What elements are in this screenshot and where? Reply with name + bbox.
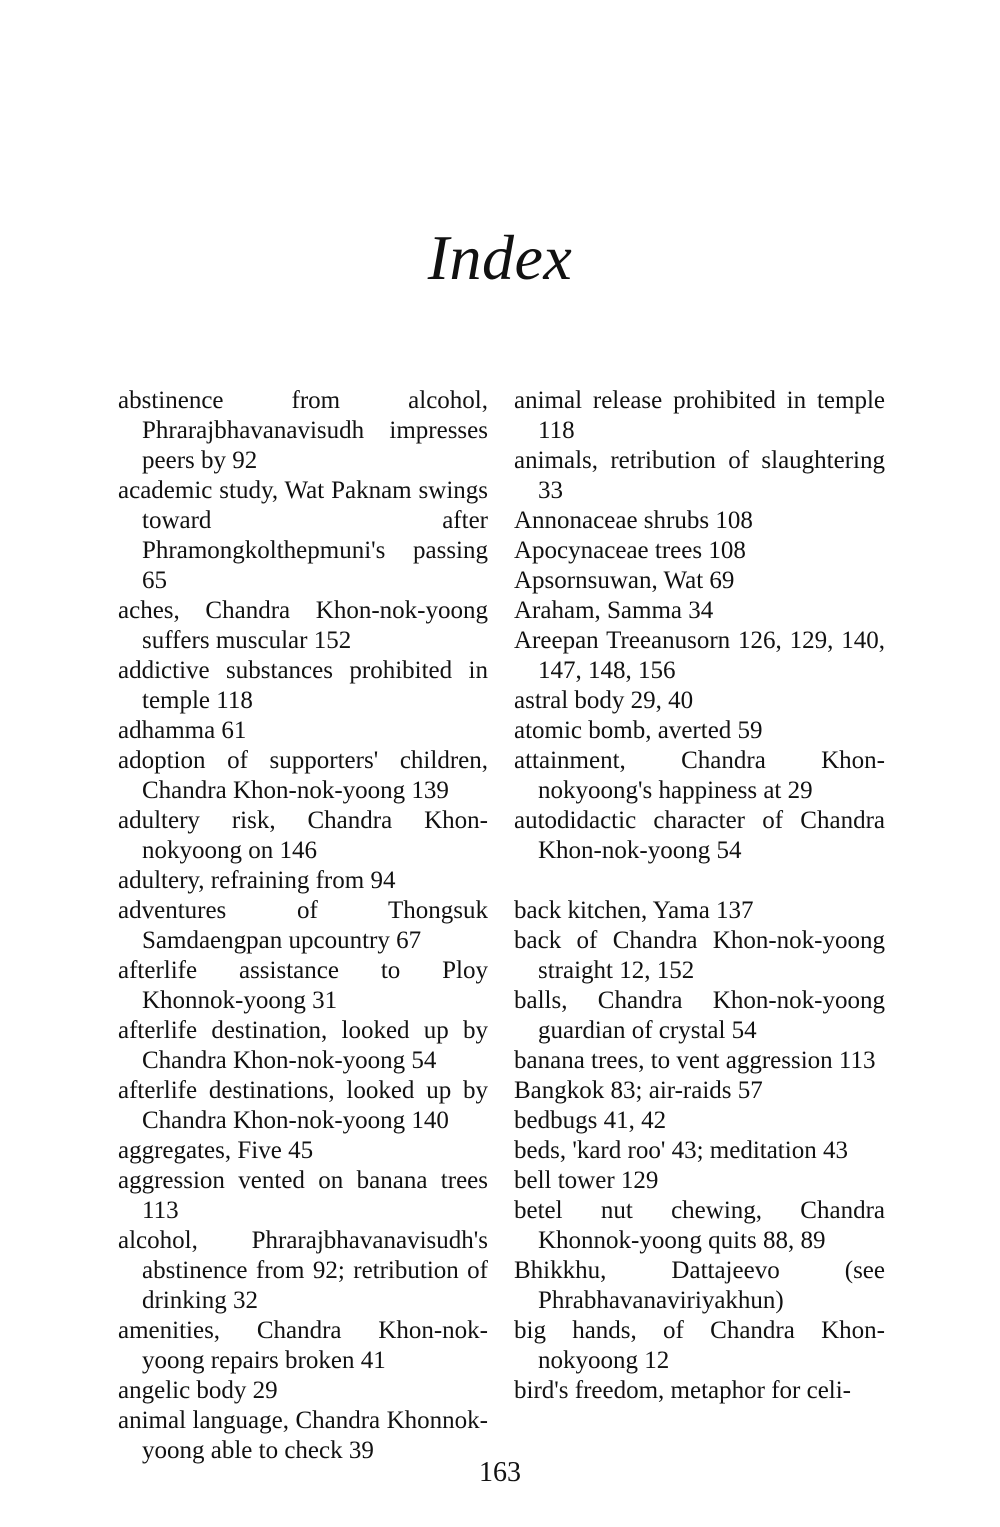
- page-number: 163: [479, 1457, 521, 1488]
- index-entry: Apocynaceae trees 108: [514, 537, 746, 564]
- index-column-left: [118, 386, 488, 1466]
- index-entry: alcohol, Phrarajbhavanavisudh's abstinence from 92; retribution of drinking 32: [118, 1227, 488, 1314]
- index-entry: afterlife assistance to Ploy Khonnok-yoong 31: [118, 957, 488, 1014]
- index-entry: balls, Chandra Khon-nok-yoong guardian of crystal 54: [514, 987, 885, 1044]
- index-entry: angelic body 29: [118, 1377, 278, 1404]
- index-entry: adhamma 61: [118, 717, 247, 744]
- index-entry: adventures of Thongsuk Samdaengpan upcountry 67: [118, 897, 488, 954]
- index-entry: beds, 'kard roo' 43; meditation 43: [514, 1137, 848, 1164]
- index-entry: Apsornsuwan, Wat 69: [514, 567, 735, 594]
- index-entry: Araham, Samma 34: [514, 597, 714, 624]
- index-entry: betel nut chewing, Chandra Khonnok-yoong quits 88, 89: [514, 1197, 885, 1254]
- index-entry: animal release prohibited in temple 118: [514, 387, 885, 444]
- index-entry: bedbugs 41, 42: [514, 1107, 667, 1134]
- index-entry: adoption of supporters' children, Chandra Khon-nok-yoong 139: [118, 747, 488, 804]
- index-entry: back of Chandra Khon-nok-yoong straight 12, 152: [514, 927, 885, 984]
- index-entry: banana trees, to vent aggression 113: [514, 1047, 876, 1074]
- index-entry: animals, retribution of slaughtering 33: [514, 447, 885, 504]
- index-entry: aches, Chandra Khon-nok-yoong suffers muscular 152: [118, 597, 488, 654]
- index-entry: abstinence from alcohol, Phrarajbhavanavisudh impresses peers by 92: [118, 387, 488, 474]
- index-entry: adultery risk, Chandra Khon-nokyoong on 146: [118, 807, 488, 864]
- index-entry: atomic bomb, averted 59: [514, 717, 763, 744]
- index-entry: astral body 29, 40: [514, 687, 694, 714]
- index-entry: animal language, Chandra Khonnok-yoong able to check 39: [118, 1407, 488, 1464]
- index-entry: big hands, of Chandra Khon-nokyoong 12: [514, 1317, 885, 1374]
- index-entry: academic study, Wat Paknam swings toward after Phramongkolthepmuni's passing 65: [118, 477, 488, 594]
- index-entry: amenities, Chandra Khon-nok-yoong repairs broken 41: [118, 1317, 488, 1374]
- index-entry: Areepan Treeanusorn 126, 129, 140, 147, 148, 156: [514, 627, 885, 684]
- index-entry: afterlife destination, looked up by Chandra Khon-nok-yoong 54: [118, 1017, 488, 1074]
- index-entry: addictive substances prohibited in temple 118: [118, 657, 488, 714]
- index-entry: autodidactic character of Chandra Khon-nok-yoong 54: [514, 807, 885, 864]
- index-column-right: [514, 386, 885, 1406]
- index-entry: afterlife destinations, looked up by Chandra Khon-nok-yoong 140: [118, 1077, 488, 1134]
- index-entry: Bangkok 83; air-raids 57: [514, 1077, 763, 1104]
- page-title: Index: [427, 222, 573, 293]
- index-entry: aggression vented on banana trees 113: [118, 1167, 488, 1224]
- index-entry: adultery, refraining from 94: [118, 867, 396, 894]
- index-entry: bell tower 129: [514, 1167, 659, 1194]
- index-entry: bird's freedom, metaphor for celi-: [514, 1377, 852, 1404]
- index-entry: back kitchen, Yama 137: [514, 897, 754, 924]
- index-entry: aggregates, Five 45: [118, 1137, 314, 1164]
- index-entry: Bhikkhu, Dattajeevo (see Phrabhavanaviriyakhun): [514, 1257, 885, 1314]
- index-entry: attainment, Chandra Khon-nokyoong's happiness at 29: [514, 747, 885, 804]
- index-entry: Annonaceae shrubs 108: [514, 507, 753, 534]
